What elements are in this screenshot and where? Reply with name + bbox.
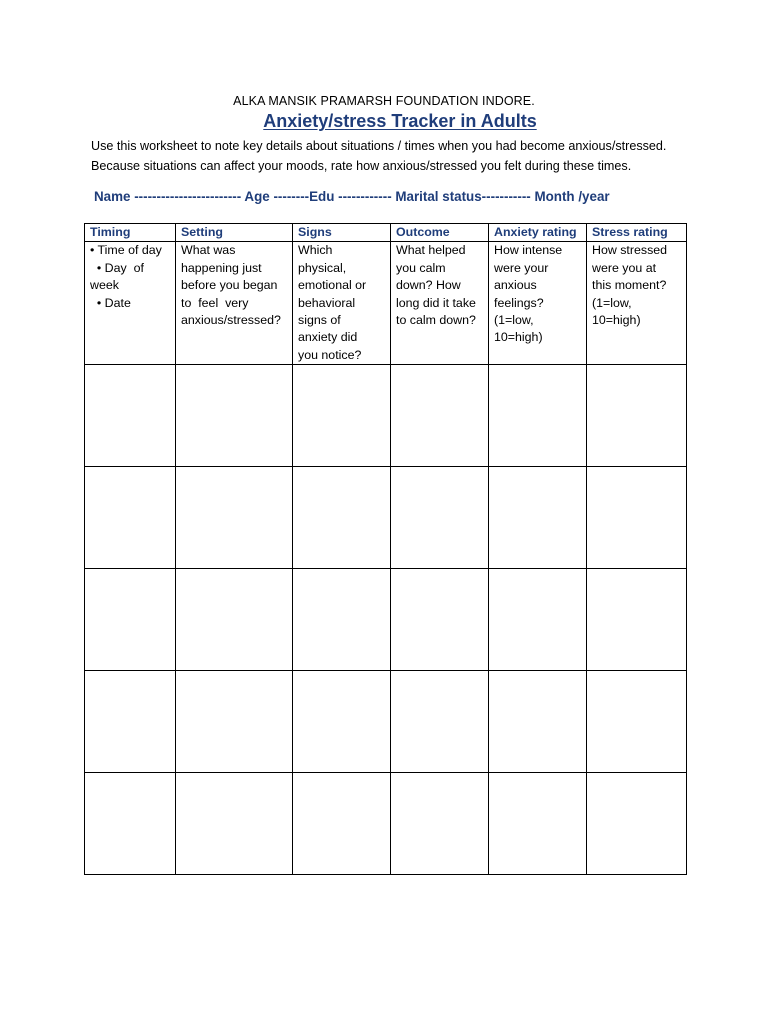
description-line: signs of	[298, 313, 341, 328]
entry-cell-setting[interactable]	[176, 569, 293, 671]
description-line: How stressed	[592, 243, 668, 258]
description-line: 10=high)	[592, 313, 641, 328]
description-line: • Time of day	[90, 243, 162, 258]
description-line: you notice?	[298, 347, 362, 362]
entry-cell-timing[interactable]	[85, 569, 176, 671]
description-line: What was	[181, 243, 236, 258]
description-cell-setting	[176, 242, 293, 365]
entry-cell-anxiety-rating[interactable]	[489, 467, 587, 569]
description-line: How intense	[494, 243, 563, 258]
entry-cell-anxiety-rating[interactable]	[489, 365, 587, 467]
description-row	[85, 242, 687, 365]
entry-cell-outcome[interactable]	[391, 467, 489, 569]
description-cell-outcome	[391, 242, 489, 365]
description-line: behavioral	[298, 295, 356, 310]
description-line: week	[90, 278, 119, 293]
entry-row	[85, 671, 687, 773]
description-line: before you began	[181, 278, 278, 293]
description-line: to feel very	[181, 295, 249, 310]
entry-cell-anxiety-rating[interactable]	[489, 773, 587, 875]
description-line: to calm down?	[396, 313, 476, 328]
description-line: emotional or	[298, 278, 367, 293]
entry-row	[85, 773, 687, 875]
entry-cell-stress-rating[interactable]	[587, 365, 687, 467]
description-line: this moment?	[592, 278, 667, 293]
description-cell-timing	[85, 242, 176, 365]
entry-row	[85, 365, 687, 467]
description-line: • Day of	[90, 260, 144, 275]
description-line: Which	[298, 243, 333, 258]
entry-cell-setting[interactable]	[176, 467, 293, 569]
entry-cell-timing[interactable]	[85, 773, 176, 875]
entry-cell-setting[interactable]	[176, 773, 293, 875]
description-line: happening just	[181, 260, 262, 275]
description-line: long did it take	[396, 295, 476, 310]
entry-cell-anxiety-rating[interactable]	[489, 671, 587, 773]
entry-cell-anxiety-rating[interactable]	[489, 569, 587, 671]
description-line: anxious	[494, 278, 537, 293]
column-header-outcome: Outcome	[391, 224, 489, 242]
description-line: (1=low,	[494, 313, 534, 328]
entry-cell-stress-rating[interactable]	[587, 773, 687, 875]
entry-row	[85, 569, 687, 671]
column-header-anxiety-rating: Anxiety rating	[489, 224, 587, 242]
description-line: physical,	[298, 260, 347, 275]
entry-cell-outcome[interactable]	[391, 773, 489, 875]
description-line: (1=low,	[592, 295, 632, 310]
entry-cell-setting[interactable]	[176, 365, 293, 467]
entry-row	[85, 467, 687, 569]
column-header-setting: Setting	[176, 224, 293, 242]
description-line: you calm	[396, 260, 446, 275]
description-line: What helped	[396, 243, 466, 258]
description-cell-signs	[293, 242, 391, 365]
entry-cell-timing[interactable]	[85, 671, 176, 773]
entry-cell-stress-rating[interactable]	[587, 671, 687, 773]
entry-cell-signs[interactable]	[293, 569, 391, 671]
instructions	[91, 136, 711, 176]
entry-cell-outcome[interactable]	[391, 365, 489, 467]
entry-cell-signs[interactable]	[293, 773, 391, 875]
entry-cell-stress-rating[interactable]	[587, 467, 687, 569]
description-cell-anxiety-rating	[489, 242, 587, 365]
description-line: • Date	[90, 295, 131, 310]
column-header-stress-rating: Stress rating	[587, 224, 687, 242]
entry-cell-setting[interactable]	[176, 671, 293, 773]
column-header-timing: Timing	[85, 224, 176, 242]
column-header-signs: Signs	[293, 224, 391, 242]
entry-cell-signs[interactable]	[293, 467, 391, 569]
description-line: anxiety did	[298, 330, 358, 345]
entry-cell-signs[interactable]	[293, 365, 391, 467]
organization-name: ALKA MANSIK PRAMARSH FOUNDATION INDORE.	[233, 94, 535, 108]
description-line: 10=high)	[494, 330, 543, 345]
entry-cell-timing[interactable]	[85, 365, 176, 467]
description-line: were your	[494, 260, 549, 275]
instruction-line: Use this worksheet to note key details about situations / times when you had become anxious/stressed.	[91, 139, 667, 153]
description-line: were you at	[592, 260, 657, 275]
instruction-line: Because situations can affect your moods, rate how anxious/stressed you felt during these times.	[91, 159, 632, 173]
entry-cell-outcome[interactable]	[391, 569, 489, 671]
description-line: down? How	[396, 278, 461, 293]
tracker-table	[84, 223, 687, 875]
entry-cell-signs[interactable]	[293, 671, 391, 773]
entry-cell-outcome[interactable]	[391, 671, 489, 773]
header-row	[85, 224, 687, 242]
entry-cell-stress-rating[interactable]	[587, 569, 687, 671]
entry-cell-timing[interactable]	[85, 467, 176, 569]
description-line: anxious/stressed?	[181, 313, 281, 328]
description-cell-stress-rating	[587, 242, 687, 365]
personal-details-line: Name ------------------------ Age --------Edu ------------ Marital status----------- Month /year	[94, 189, 610, 204]
description-line: feelings?	[494, 295, 544, 310]
worksheet-title: Anxiety/stress Tracker in Adults	[263, 111, 537, 131]
